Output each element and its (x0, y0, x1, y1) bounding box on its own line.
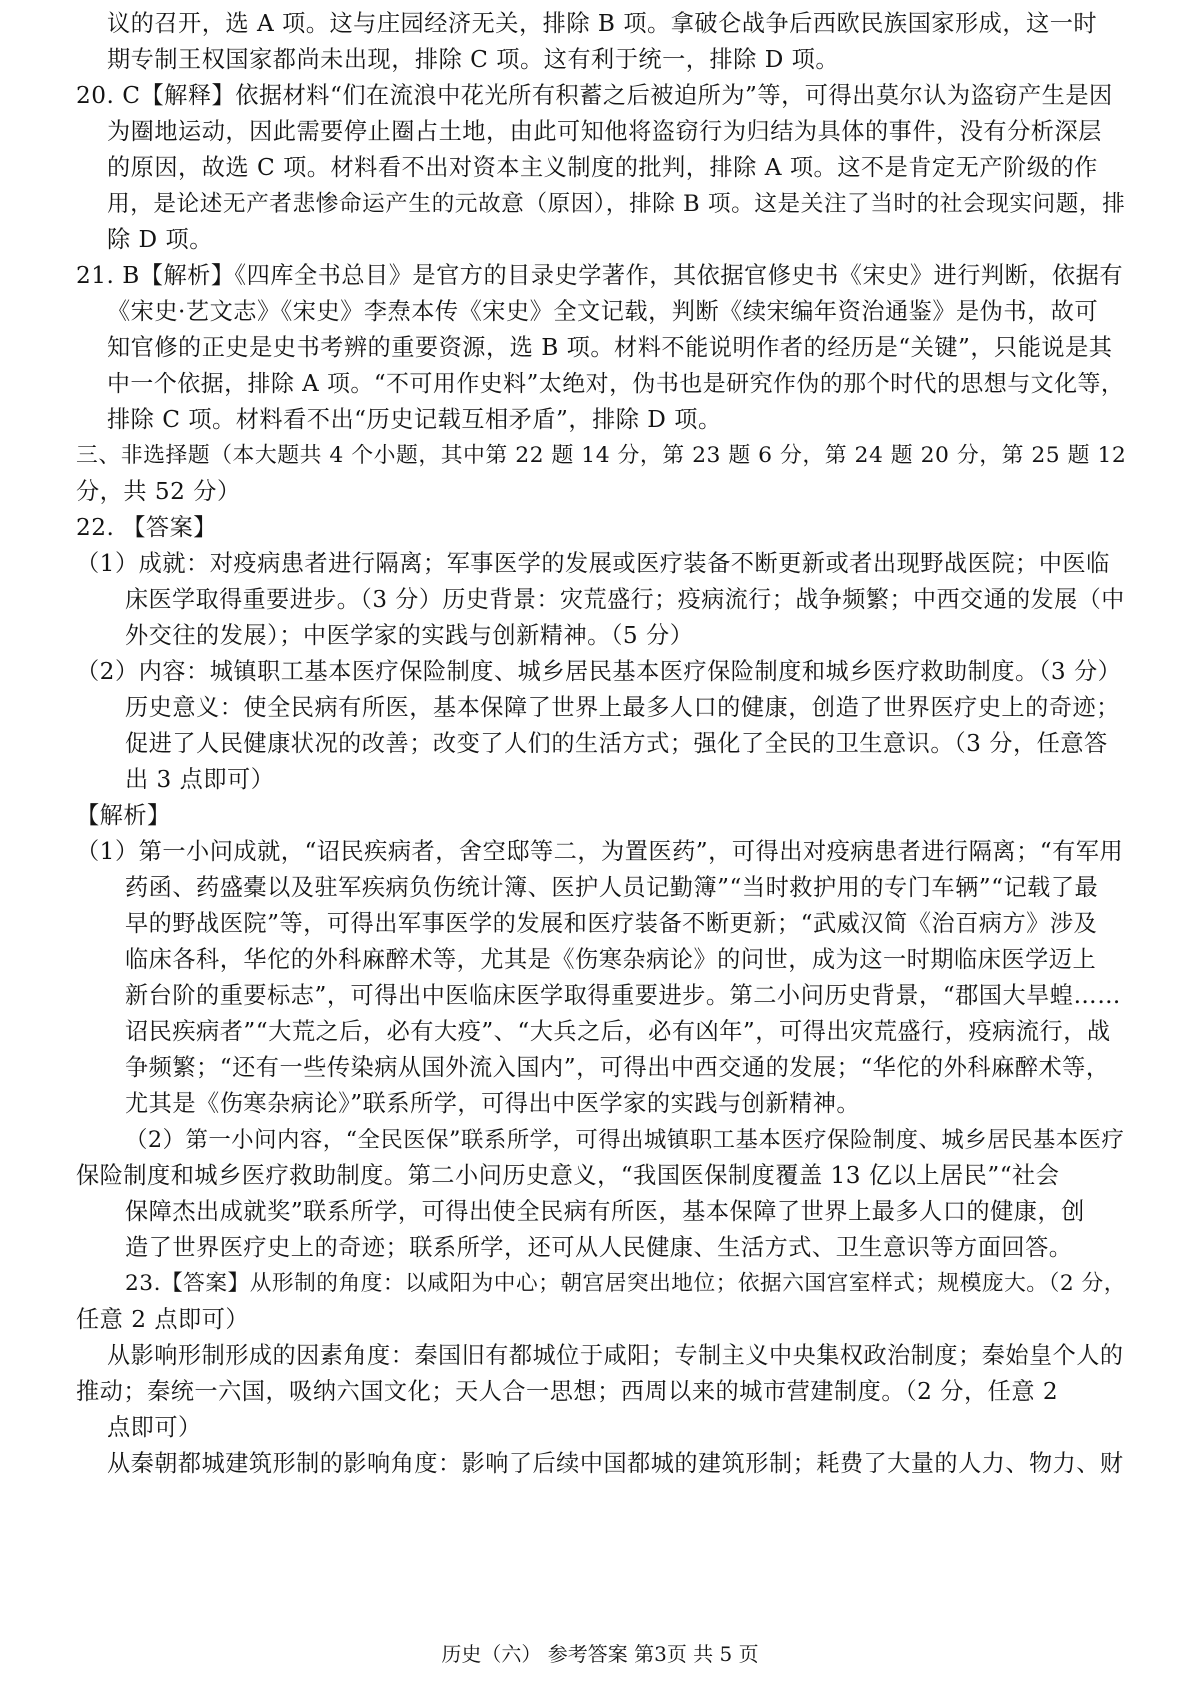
text-line: 争频繁；“还有一些传染病从国外流入国内”，可得出中西交通的发展；“华佗的外科麻醉术等， (125, 1054, 1110, 1081)
question-heading: 22. 【答案】 (76, 514, 217, 541)
text-line: 新台阶的重要标志”，可得出中医临床医学取得重要进步。第二小问历史背景，“郡国大旱蝗…… (125, 982, 1121, 1009)
text-line: 床医学取得重要进步。（3 分）历史背景：灾荒盛行；疫病流行；战争频繁；中西交通的发展（中 (125, 587, 1125, 613)
text-line: 药函、药盛橐以及驻军疾病负伤统计簿、医护人员记勤簿”“当时救护用的专门车辆”“记载了最 (125, 874, 1099, 901)
page-footer: 历史（六） 参考答案 第3页 共 5 页 (441, 1642, 759, 1666)
text-line: 出 3 点即可） (125, 766, 275, 793)
text-line: 用，是论述无产者悲惨命运产生的元故意（原因），排除 B 项。这是关注了当时的社会现实问题，排 (107, 191, 1126, 217)
text-line: （1）第一小问成就，“诏民疾病者，舍空邸等二，为置医药”，可得出对疫病患者进行隔离；“有军用 (76, 838, 1124, 865)
text-line: 外交往的发展）；中医学家的实践与创新精神。（5 分） (125, 622, 694, 649)
text-line: 的原因，故选 C 项。材料看不出对资本主义制度的批判，排除 A 项。这不是肯定无产阶级的作 (107, 154, 1098, 181)
text-line: 知官修的正史是史书考辨的重要资源，选 B 项。材料不能说明作者的经历是“关键”，只能说是其 (107, 334, 1113, 361)
text-line: 从影响形制形成的因素角度：秦国旧有都城位于咸阳；专制主义中央集权政治制度；秦始皇个人的 (107, 1343, 1124, 1369)
text-line: 排除 C 项。材料看不出“历史记载互相矛盾”，排除 D 项。 (107, 406, 722, 433)
text-line: 临床各科，华佗的外科麻醉术等，尤其是《伤寒杂病论》的问世，成为这一时期临床医学迈上 (125, 946, 1097, 973)
text-line: 推动；秦统一六国，吸纳六国文化；天人合一思想；西周以来的城市营建制度。（2 分，任意 2 (76, 1378, 1059, 1405)
text-line: 23.【答案】从形制的角度：以咸阳为中心；朝宫居突出地位；依据六国宫室样式；规模庞大。（2 分， (125, 1271, 1126, 1296)
text-line: 造了世界医疗史上的奇迹；联系所学，还可从人民健康、生活方式、卫生意识等方面回答。 (125, 1234, 1073, 1261)
text-line: 任意 2 点即可） (76, 1306, 250, 1333)
text-line: 保险制度和城乡医疗救助制度。第二小问历史意义，“我国医保制度覆盖 13 亿以上居民”“社会 (76, 1162, 1060, 1189)
text-line: 中一个依据，排除 A 项。“不可用作史料”太绝对，伪书也是研究作伪的那个时代的思想与文化等， (107, 371, 1125, 397)
text-line: 从秦朝都城建筑形制的影响角度：影响了后续中国都城的建筑形制；耗费了大量的人力、物力、财 (107, 1451, 1124, 1477)
text-line: 《宋史·艺文志》《宋史》李焘本传《宋史》全文记载，判断《续宋编年资治通鉴》是伪书，故可 (107, 298, 1099, 325)
text-line: 为圈地运动，因此需要停止圈占土地，由此可知他将盗窃行为归结为具体的事件，没有分析深层 (107, 118, 1102, 145)
text-line: 尤其是《伤寒杂病论》”联系所学，可得出中医学家的实践与创新精神。 (125, 1090, 861, 1117)
text-line: （2）内容：城镇职工基本医疗保险制度、城乡居民基本医疗保险制度和城乡医疗救助制度。（3 分） (76, 658, 1122, 685)
section-heading: 三、非选择题（本大题共 4 个小题，其中第 22 题 14 分，第 23 题 6 分，第 24 题 20 分，第 25 题 12 (76, 443, 1127, 468)
text-line: 诏民疾病者”“大荒之后，必有大疫”、“大兵之后，必有凶年”，可得出灾荒盛行，疫病流行，战 (125, 1018, 1111, 1045)
section-heading: 分，共 52 分） (76, 478, 241, 505)
text-line: （1）成就：对疫病患者进行隔离；军事医学的发展或医疗装备不断更新或者出现野战医院；中医临 (76, 550, 1110, 577)
text-line: 20. C【解释】依据材料“们在流浪中花光所有积蓄之后被迫所为”等，可得出莫尔认为盗窃产生是因 (76, 82, 1113, 109)
text-line: 促进了人民健康状况的改善；改变了人们的生活方式；强化了全民的卫生意识。（3 分，任意答 (125, 730, 1108, 757)
text-line: 期专制王权国家都尚未出现，排除 C 项。这有利于统一，排除 D 项。 (107, 46, 840, 73)
text-line: （2）第一小问内容，“全民医保”联系所学，可得出城镇职工基本医疗保险制度、城乡居民基本医疗 (125, 1127, 1125, 1153)
text-line: 保障杰出成就奖”联系所学，可得出使全民病有所医，基本保障了世界上最多人口的健康，创 (125, 1198, 1085, 1225)
text-line: 21. B【解析】《四库全书总目》是官方的目录史学著作，其依据官修史书《宋史》进行判断，依据有 (76, 262, 1124, 289)
analysis-heading: 【解析】 (76, 802, 171, 829)
text-line: 除 D 项。 (107, 226, 213, 253)
text-line: 早的野战医院”等，可得出军事医学的发展和医疗装备不断更新；“武威汉简《治百病方》涉及 (125, 910, 1098, 937)
text-line: 议的召开，选 A 项。这与庄园经济无关，排除 B 项。拿破仑战争后西欧民族国家形成，这一时 (107, 10, 1098, 37)
text-line: 历史意义：使全民病有所医，基本保障了世界上最多人口的健康，创造了世界医疗史上的奇迹； (125, 694, 1120, 721)
text-line: 点即可） (107, 1414, 202, 1441)
